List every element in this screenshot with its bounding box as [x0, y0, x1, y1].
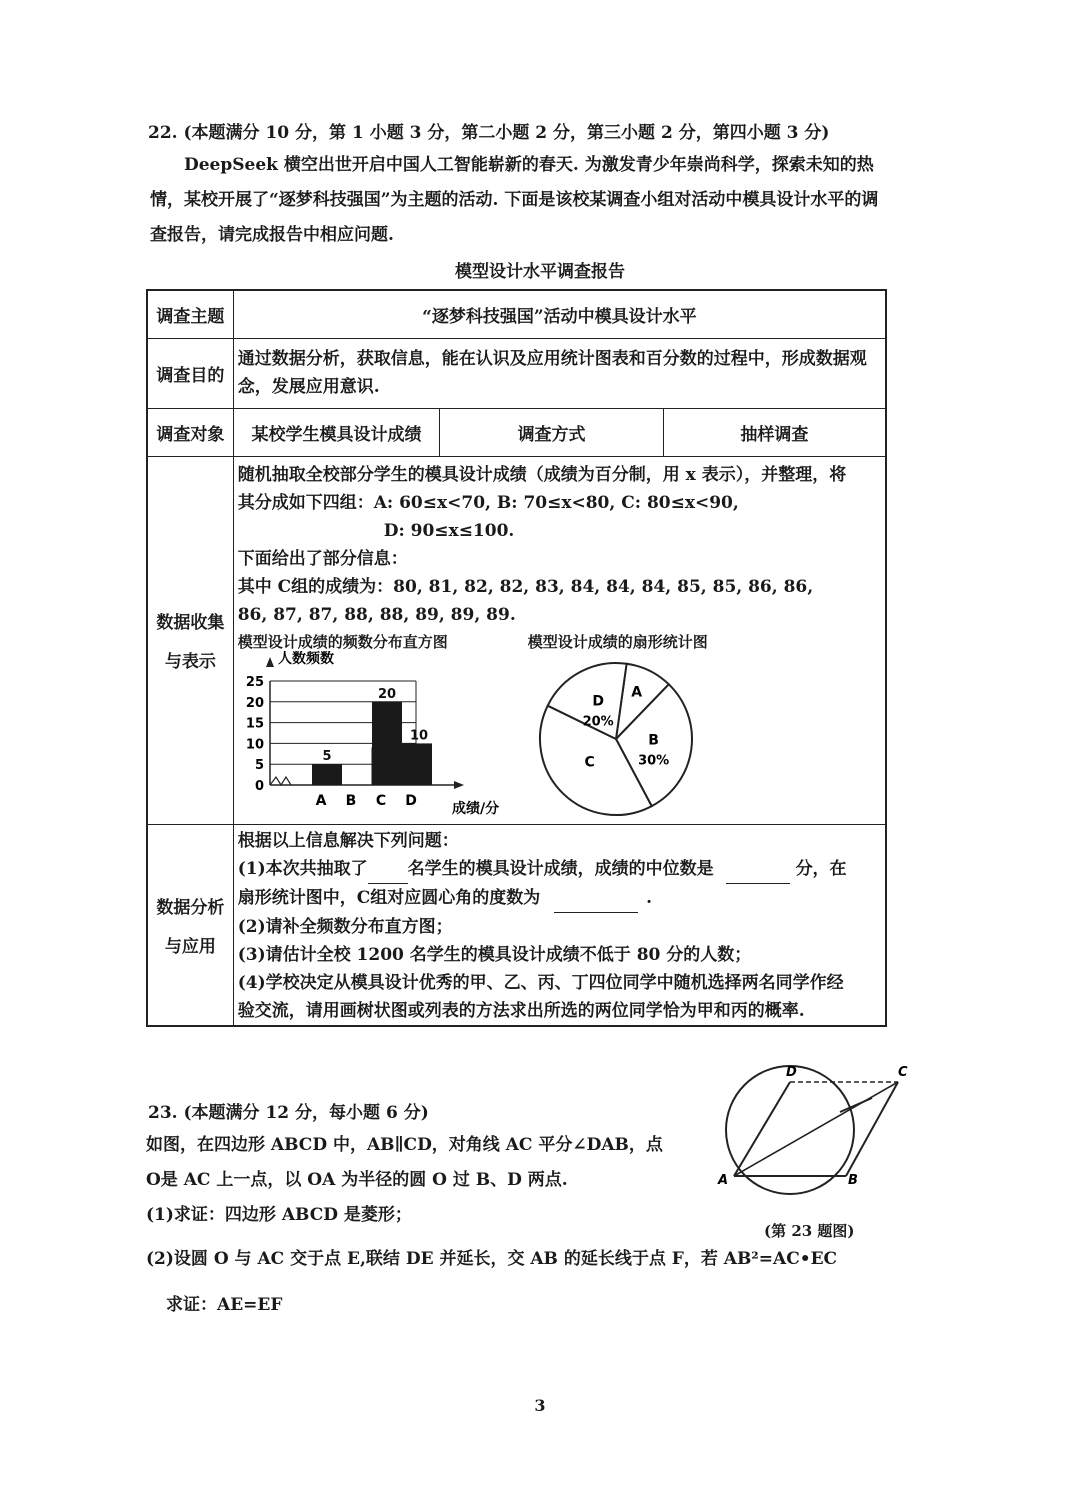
collect-line5: 其中 C组的成绩为：80, 81, 82, 82, 83, 84, 84, 84, 85, 85, 86, 86, — [237, 576, 814, 597]
analysis-q1-line1 — [238, 855, 881, 884]
hist-ytick-label: 10 — [245, 736, 264, 752]
q1-part-e: . — [646, 887, 653, 908]
analysis-label — [147, 824, 233, 1026]
histogram-title: 模型设计成绩的频数分布直方图 — [237, 632, 448, 651]
blank-sample-size[interactable] — [368, 855, 408, 884]
analysis-content — [233, 824, 886, 1026]
hist-bar-d — [402, 743, 432, 785]
row-topic — [147, 290, 886, 338]
point-d-label: D — [786, 1065, 797, 1080]
histogram-chart — [238, 651, 518, 823]
hist-axis-break — [270, 777, 291, 785]
analysis-q1-line2 — [238, 884, 881, 913]
method-label: 调查方式 — [440, 408, 664, 456]
object-value: 某校学生模具设计成绩 — [233, 408, 440, 456]
pie-title: 模型设计成绩的扇形统计图 — [527, 632, 708, 651]
hist-data-label-a: 5 — [322, 748, 332, 764]
analysis-label-line1: 数据分析 — [156, 897, 225, 918]
collect-label — [147, 456, 233, 824]
hist-bar-a — [312, 764, 342, 785]
pie-percent-d: 20% — [582, 713, 614, 729]
q23-line5: 求证：AE=EF — [166, 1295, 283, 1315]
hist-bar-c — [372, 701, 402, 784]
q22-header: 22. (本题满分 10 分，第 1 小题 3 分，第二小题 2 分，第三小题 2 分，第四小题 3 分) — [148, 123, 830, 143]
topic-label: 调查主题 — [147, 290, 233, 338]
analysis-q2: (2)请补全频数分布直方图； — [237, 916, 453, 937]
pie-label-b: B — [648, 731, 659, 748]
q22-intro: DeepSeek 横空出世开启中国人工智能崭新的春天. 为激发青少年崇尚科学，探索未知的热情，某校开展了“逐梦科技强国”为主题的活动. 下面是该校某调查小组对活动中模具设计水平的调查报告，请完成报告中相应问题. — [150, 155, 879, 245]
row-purpose — [147, 338, 886, 408]
topic-value: “逐梦科技强国”活动中模具设计水平 — [233, 290, 886, 338]
tick-mark — [840, 1098, 872, 1112]
analysis-label-line2: 与应用 — [164, 936, 216, 957]
q1-part-b: 名学生的模具设计成绩，成绩的中位数是 — [407, 858, 714, 879]
row-collect — [147, 456, 886, 824]
q23-text — [146, 1128, 706, 1233]
q1-part-a: (1)本次共抽取了 — [237, 858, 368, 879]
hist-ytick-label: 25 — [245, 674, 264, 690]
hist-x-arrow — [454, 781, 464, 789]
hist-category-d: D — [404, 792, 417, 809]
hist-xlabel: 成绩/分 — [451, 800, 499, 817]
collect-line1: 随机抽取全校部分学生的模具设计成绩（成绩为百分制，用 x 表示），并整理，将 — [237, 464, 847, 485]
blank-median[interactable] — [726, 855, 790, 884]
collect-content — [233, 456, 886, 824]
page-number: 3 — [534, 1396, 546, 1415]
collect-line3: D: 90≤x≤100. — [383, 520, 515, 541]
survey-report-table — [146, 289, 887, 1027]
hist-ylabel: 人数频数 — [277, 650, 334, 667]
point-c-label: C — [898, 1065, 908, 1080]
q1-part-c: 分，在 — [795, 858, 847, 879]
pie-label-c: C — [584, 753, 595, 770]
analysis-q3: (3)请估计全校 1200 名学生的模具设计成绩不低于 80 分的人数； — [237, 944, 752, 965]
q23-line3: (1)求证：四边形 ABCD 是菱形； — [146, 1205, 412, 1225]
q23-header: 23. (本题满分 12 分，每小题 6 分) — [148, 1103, 429, 1123]
report-title: 模型设计水平调查报告 — [455, 262, 625, 282]
circle-o — [726, 1066, 854, 1194]
purpose-label: 调查目的 — [147, 338, 233, 408]
hist-y-arrow — [266, 657, 274, 667]
hist-category-b: B — [345, 792, 357, 809]
pie-label-d: D — [592, 692, 604, 709]
q23-line4: (2)设圆 O 与 AC 交于点 E,联结 DE 并延长，交 AB 的延长线于点 F，若 AB²=AC•EC — [146, 1249, 838, 1269]
hist-ytick-label: 0 — [254, 778, 264, 794]
diagonal-ac — [734, 1082, 898, 1176]
q23-geometry-figure — [716, 1060, 916, 1200]
collect-label-line2: 与表示 — [164, 652, 216, 672]
collect-line4: 下面给出了部分信息： — [237, 548, 408, 569]
point-a-label: A — [718, 1173, 729, 1188]
q23-line1: 如图，在四边形 ABCD 中，AB∥CD，对角线 AC 平分∠DAB，点 — [146, 1135, 663, 1155]
pie-label-a: A — [630, 684, 642, 701]
row-object — [147, 408, 886, 456]
collect-line6: 86, 87, 87, 88, 88, 89, 89, 89. — [237, 604, 516, 625]
hist-category-c: C — [375, 792, 386, 809]
point-b-label: B — [848, 1173, 858, 1188]
segment-ad — [734, 1082, 790, 1176]
hist-data-label-c: 20 — [377, 686, 396, 702]
hist-category-a: A — [315, 792, 327, 809]
pie-percent-b: 30% — [637, 752, 669, 768]
pie-chart — [538, 651, 738, 823]
analysis-q4-line1: (4)学校决定从模具设计优秀的甲、乙、丙、丁四位同学中随机选择两名同学作经 — [237, 972, 844, 993]
blank-central-angle[interactable] — [554, 884, 638, 913]
row-analysis — [147, 824, 886, 1026]
hist-ytick-label: 5 — [254, 757, 264, 773]
collect-line2: 其分成如下四组：A: 60≤x<70, B: 70≤x<80, C: 80≤x<90, — [237, 492, 739, 513]
hist-ytick-label: 20 — [245, 695, 264, 711]
collect-label-line1: 数据收集 — [156, 613, 225, 633]
object-label: 调查对象 — [147, 408, 233, 456]
purpose-value: 通过数据分析，获取信息，能在认识及应用统计图表和百分数的过程中，形成数据观念，发展应用意识. — [233, 338, 886, 408]
q23-line2: O是 AC 上一点，以 OA 为半径的圆 O 过 B、D 两点. — [146, 1170, 568, 1190]
hist-ytick-label: 15 — [245, 716, 264, 732]
method-value: 抽样调查 — [663, 408, 886, 456]
analysis-q4-line2: 验交流，请用画树状图或列表的方法求出所选的两位同学恰为甲和丙的概率. — [237, 1000, 805, 1021]
analysis-intro: 根据以上信息解决下列问题： — [237, 830, 459, 851]
q1-part-d: 扇形统计图中，C组对应圆心角的度数为 — [237, 887, 541, 908]
charts-area — [238, 631, 881, 821]
figure-caption: (第 23 题图) — [764, 1222, 855, 1240]
hist-data-label-d: 10 — [409, 727, 428, 743]
